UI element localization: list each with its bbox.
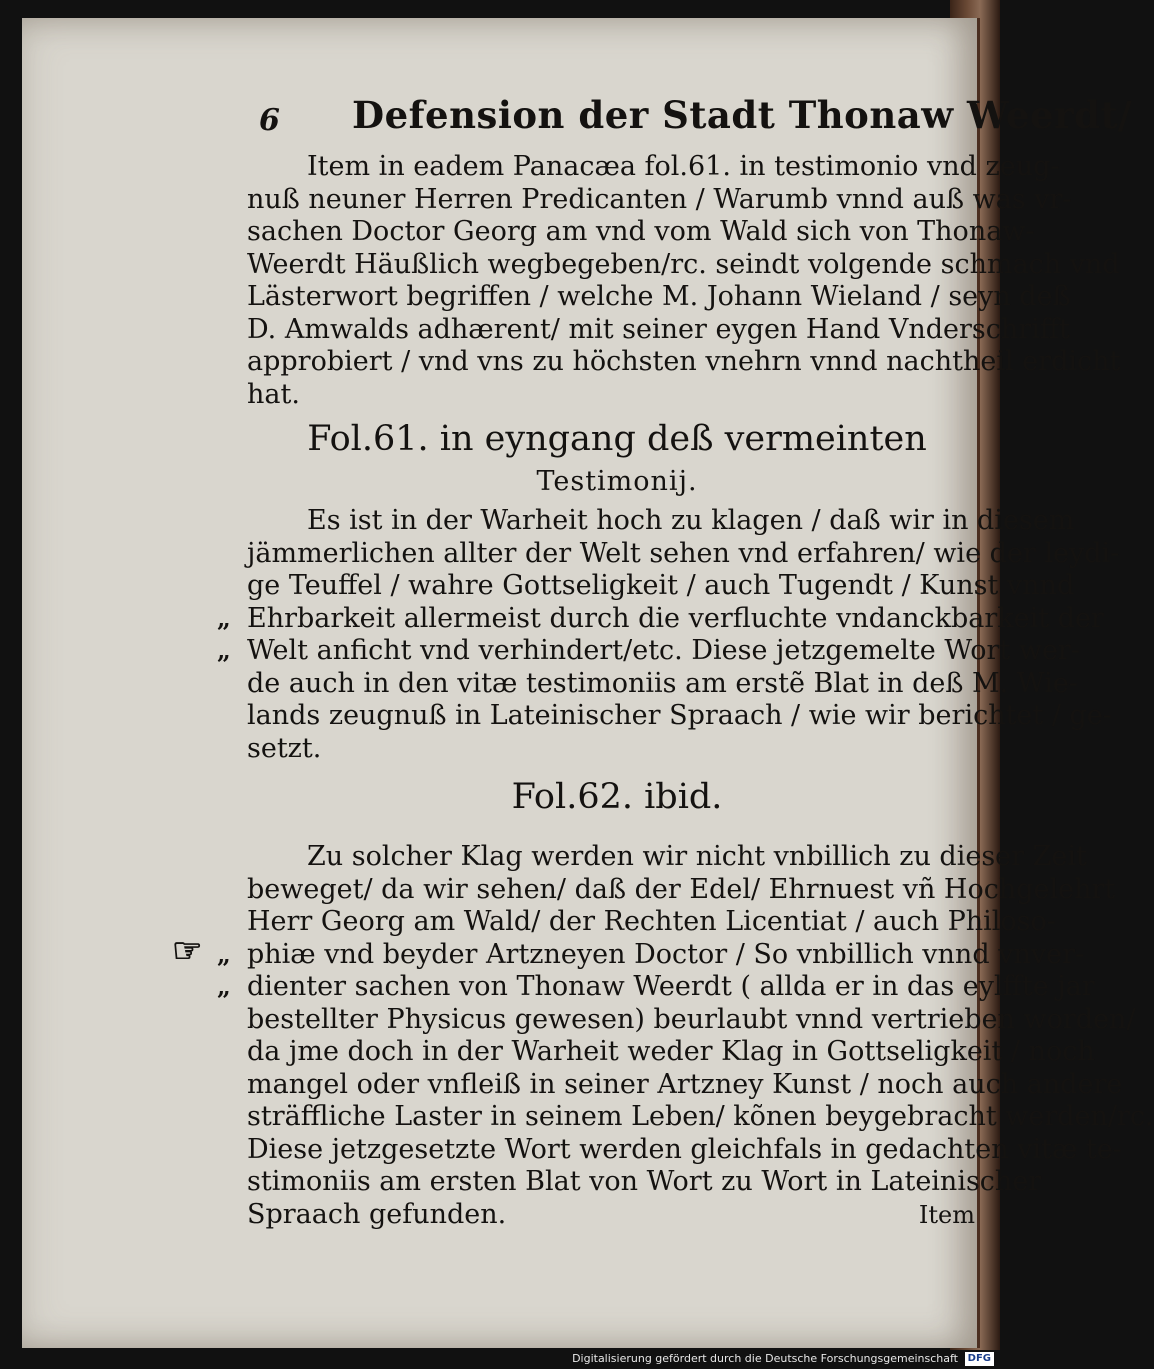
- quoted-line: [217, 635, 1080, 668]
- dfg-logo: DFG: [965, 1352, 994, 1366]
- text-line: bestellter Physicus gewesen) beurlaubt vnnd vertrieben worden/: [247, 1003, 1136, 1035]
- text-line: Spraach gefunden.: [247, 1198, 507, 1230]
- running-head: Defension der Stadt Thonaw Weerdt/: [352, 93, 1133, 137]
- page-number: 6: [259, 103, 280, 138]
- quoted-line: [172, 930, 1085, 972]
- text-line: Weerdt Häußlich wegbegeben/rc. seindt volgende schmach vnd: [247, 248, 1120, 280]
- manicule-icon: ☞: [172, 930, 203, 971]
- text-line: hat.: [247, 378, 300, 410]
- text-line: dienter sachen von Thonaw Weerdt ( allda er in das eylffte jar: [247, 971, 1095, 1002]
- text-line: D. Amwalds adhærent/ mit seiner eygen Hand Vnderschrifft: [247, 313, 1070, 345]
- page-header: [247, 93, 1133, 151]
- paragraph-intro: [247, 151, 1121, 411]
- quoted-line: [217, 971, 1095, 1004]
- text-line: approbiert / vnd vns zu höchsten vnehrn vnnd nachtheil erdicht: [247, 346, 1121, 377]
- quote-mark: „: [217, 939, 231, 969]
- text-line: Item in eadem Panacæa fol.61. in testimonio vnd zeug-: [307, 151, 1060, 182]
- funding-credit: Digitalisierung gefördert durch die Deutsche Forschungsgemeinschaft: [572, 1352, 958, 1365]
- text-line: Lästerwort begriffen / welche M. Johann Wieland / seyn deß: [247, 281, 1071, 312]
- text-line: beweget/ da wir sehen/ daß der Edel/ Ehrnuest vñ Hochgelehrt: [247, 873, 1116, 905]
- text-line: stimoniis am ersten Blat von Wort zu Wort in Lateinischer: [247, 1166, 1042, 1197]
- quote-mark: „: [217, 972, 231, 1001]
- text-line: sträffliche Laster in seinem Leben/ kõnen beygebracht werden/rc.: [247, 1101, 1154, 1132]
- text-line: Welt anficht vnd verhindert/etc. Diese jetzgemelte Wort wer-: [247, 635, 1080, 666]
- book-page: [22, 18, 1154, 1348]
- text-line: setzt.: [247, 732, 322, 764]
- text-line: da jme doch in der Warheit weder Klag in Gottseligkeit / noch: [247, 1036, 1095, 1067]
- section-subheading: Testimonij.: [536, 466, 698, 497]
- text-line: jämmerlichen allter der Welt sehen vnd erfahren/ wie der leydi-: [247, 537, 1120, 569]
- paragraph-fol61: [217, 505, 1120, 765]
- footer-bar: [0, 1350, 1000, 1369]
- text-line: mangel oder vnfleiß in seiner Artzney Kunst / noch auch andere: [247, 1068, 1123, 1100]
- text-line: lands zeugnuß in Lateinischer Spraach / wie wir berichtet / ge-: [247, 700, 1112, 731]
- quoted-line: [217, 602, 1104, 636]
- last-line: [247, 1199, 987, 1232]
- section-heading-fol62: Fol.62. ibid.: [511, 777, 723, 817]
- text-line: Ehrbarkeit allermeist durch die verfluchte vndanckbarkeit der: [247, 602, 1104, 634]
- text-line: Diese jetzgesetzte Wort werden gleichfals in gedachten vitæ te-: [247, 1133, 1122, 1165]
- catchword: Item: [918, 1200, 975, 1229]
- text-line: ge Teuffel / wahre Gottseligkeit / auch Tugendt / Kunst vnnd: [247, 570, 1075, 601]
- quote-mark: „: [217, 636, 231, 665]
- section-heading-fol61: Fol.61. in eyngang deß vermeinten: [307, 419, 927, 459]
- text-line: Zu solcher Klag werden wir nicht vnbillich zu dieser Zeit: [307, 841, 1087, 872]
- text-line: sachen Doctor Georg am vnd vom Wald sich von Thonaw-: [247, 216, 1035, 247]
- text-line: Herr Georg am Wald/ der Rechten Licentiat / auch Philoso-: [247, 906, 1056, 937]
- quote-mark: „: [217, 603, 231, 633]
- text-line: Es ist in der Warheit hoch zu klagen / daß wir in diesem: [307, 505, 1075, 536]
- text-line: de auch in den vitæ testimoniis am erstẽ Blat in deß M. Wie-: [247, 667, 1078, 699]
- paragraph-fol62: [172, 841, 1154, 1231]
- text-block: [172, 93, 1154, 1231]
- text-line: nuß neuner Herren Predicanten / Warumb vnnd auß was vr-: [247, 183, 1072, 215]
- text-line: phiæ vnd beyder Artzneyen Doctor / So vnbillich vnnd vnver-: [247, 938, 1085, 970]
